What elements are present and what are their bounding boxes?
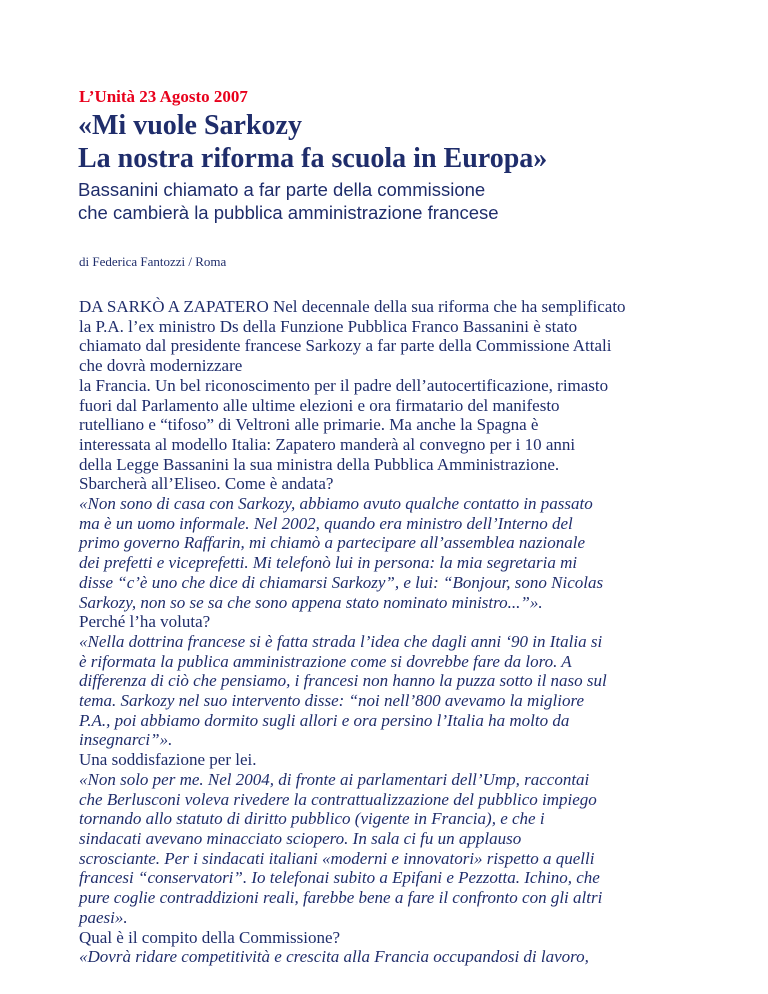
body-line: Una soddisfazione per lei. [79,750,257,770]
body-line: rutelliano e “tifoso” di Veltroni alle primarie. Ma anche la Spagna è [79,415,539,435]
body-line: della Legge Bassanini la sua ministra della Pubblica Amministrazione. [79,454,560,474]
body-line: la Francia. Un bel riconoscimento per il padre dell’autocertificazione, rimasto [79,375,609,395]
body-line: interessata al modello Italia: Zapatero manderà al convegno per i 10 anni [79,434,576,454]
article-source: L’Unità 23 Agosto 2007 [79,87,248,106]
body-line: che Berlusconi voleva rivedere la contrattualizzazione del pubblico impiego [79,789,597,809]
body-line: che dovrà modernizzare [79,356,243,376]
article-headline [78,109,758,175]
body-line: scrosciante. Per i sindacati italiani «moderni e innovatori» rispetto a quelli [79,848,595,868]
body-line: tema. Sarkozy nel suo intervento disse: “noi nell’800 avevamo la migliore [79,691,585,711]
body-line: pure coglie contraddizioni reali, farebbe bene a fare il confronto con gli altri [79,888,603,908]
body-line: P.A., poi abbiamo dormito sugli allori e ora persino l’Italia ha molto da [79,710,570,730]
body-line: la P.A. l’ex ministro Ds della Funzione Pubblica Franco Bassanini è stato [79,316,578,336]
body-line: «Non solo per me. Nel 2004, di fronte ai parlamentari dell’Ump, raccontai [79,769,590,789]
body-line: tornando allo statuto di diritto pubblico (vigente in Francia), e che i [79,809,545,829]
headline-line: La nostra riforma fa scuola in Europa» [78,143,548,174]
body-line: differenza di ciò che pensiamo, i francesi non hanno la puzza sotto il naso sul [79,671,607,691]
body-line: DA SARKÒ A ZAPATERO Nel decennale della sua riforma che ha semplificato [79,297,626,316]
article-subtitle [78,178,758,224]
article-byline: di Federica Fantozzi / Roma [79,254,227,269]
body-line: paesi». [79,907,128,927]
article-body [79,297,759,967]
body-line: insegnarci”». [79,730,173,750]
body-line: Perché l’ha voluta? [79,612,211,632]
body-line: Sbarcherà all’Eliseo. Come è andata? [79,474,334,494]
body-line: chiamato dal presidente francese Sarkozy a far parte della Commissione Attali [79,336,612,356]
body-line: ma è un uomo informale. Nel 2002, quando era ministro dell’Interno del [79,513,573,533]
body-line: Qual è il compito della Commissione? [79,927,341,947]
body-line: «Dovrà ridare competitività e crescita alla Francia occupandosi di lavoro, [79,947,589,967]
body-line: Sarkozy, non so se sa che sono appena stato nominato ministro...”». [79,592,543,612]
subtitle-line: che cambierà la pubblica amministrazione francese [78,202,499,223]
subtitle-line: Bassanini chiamato a far parte della commissione [78,179,486,200]
body-line: è riformata la publica amministrazione come si dovrebbe fare da loro. A [79,651,572,671]
body-line: primo governo Raffarin, mi chiamò a partecipare all’assemblea nazionale [79,533,586,553]
body-line: disse “c’è uno che dice di chiamarsi Sarkozy”, e lui: “Bonjour, sono Nicolas [79,572,604,592]
body-line: dei prefetti e viceprefetti. Mi telefonò lui in persona: la mia segretaria mi [79,553,578,573]
body-line: «Non sono di casa con Sarkozy, abbiamo avuto qualche contatto in passato [79,494,593,514]
body-line: sindacati avevano minacciato sciopero. In sala ci fu un applauso [79,828,522,848]
body-line: fuori dal Parlamento alle ultime elezioni e ora firmatario del manifesto [79,395,560,415]
body-line: «Nella dottrina francese si è fatta strada l’idea che dagli anni ‘90 in Italia si [79,631,603,651]
body-line: francesi “conservatori”. Io telefonai subito a Epifani e Pezzotta. Ichino, che [79,868,600,888]
headline-line: «Mi vuole Sarkozy [78,110,302,141]
